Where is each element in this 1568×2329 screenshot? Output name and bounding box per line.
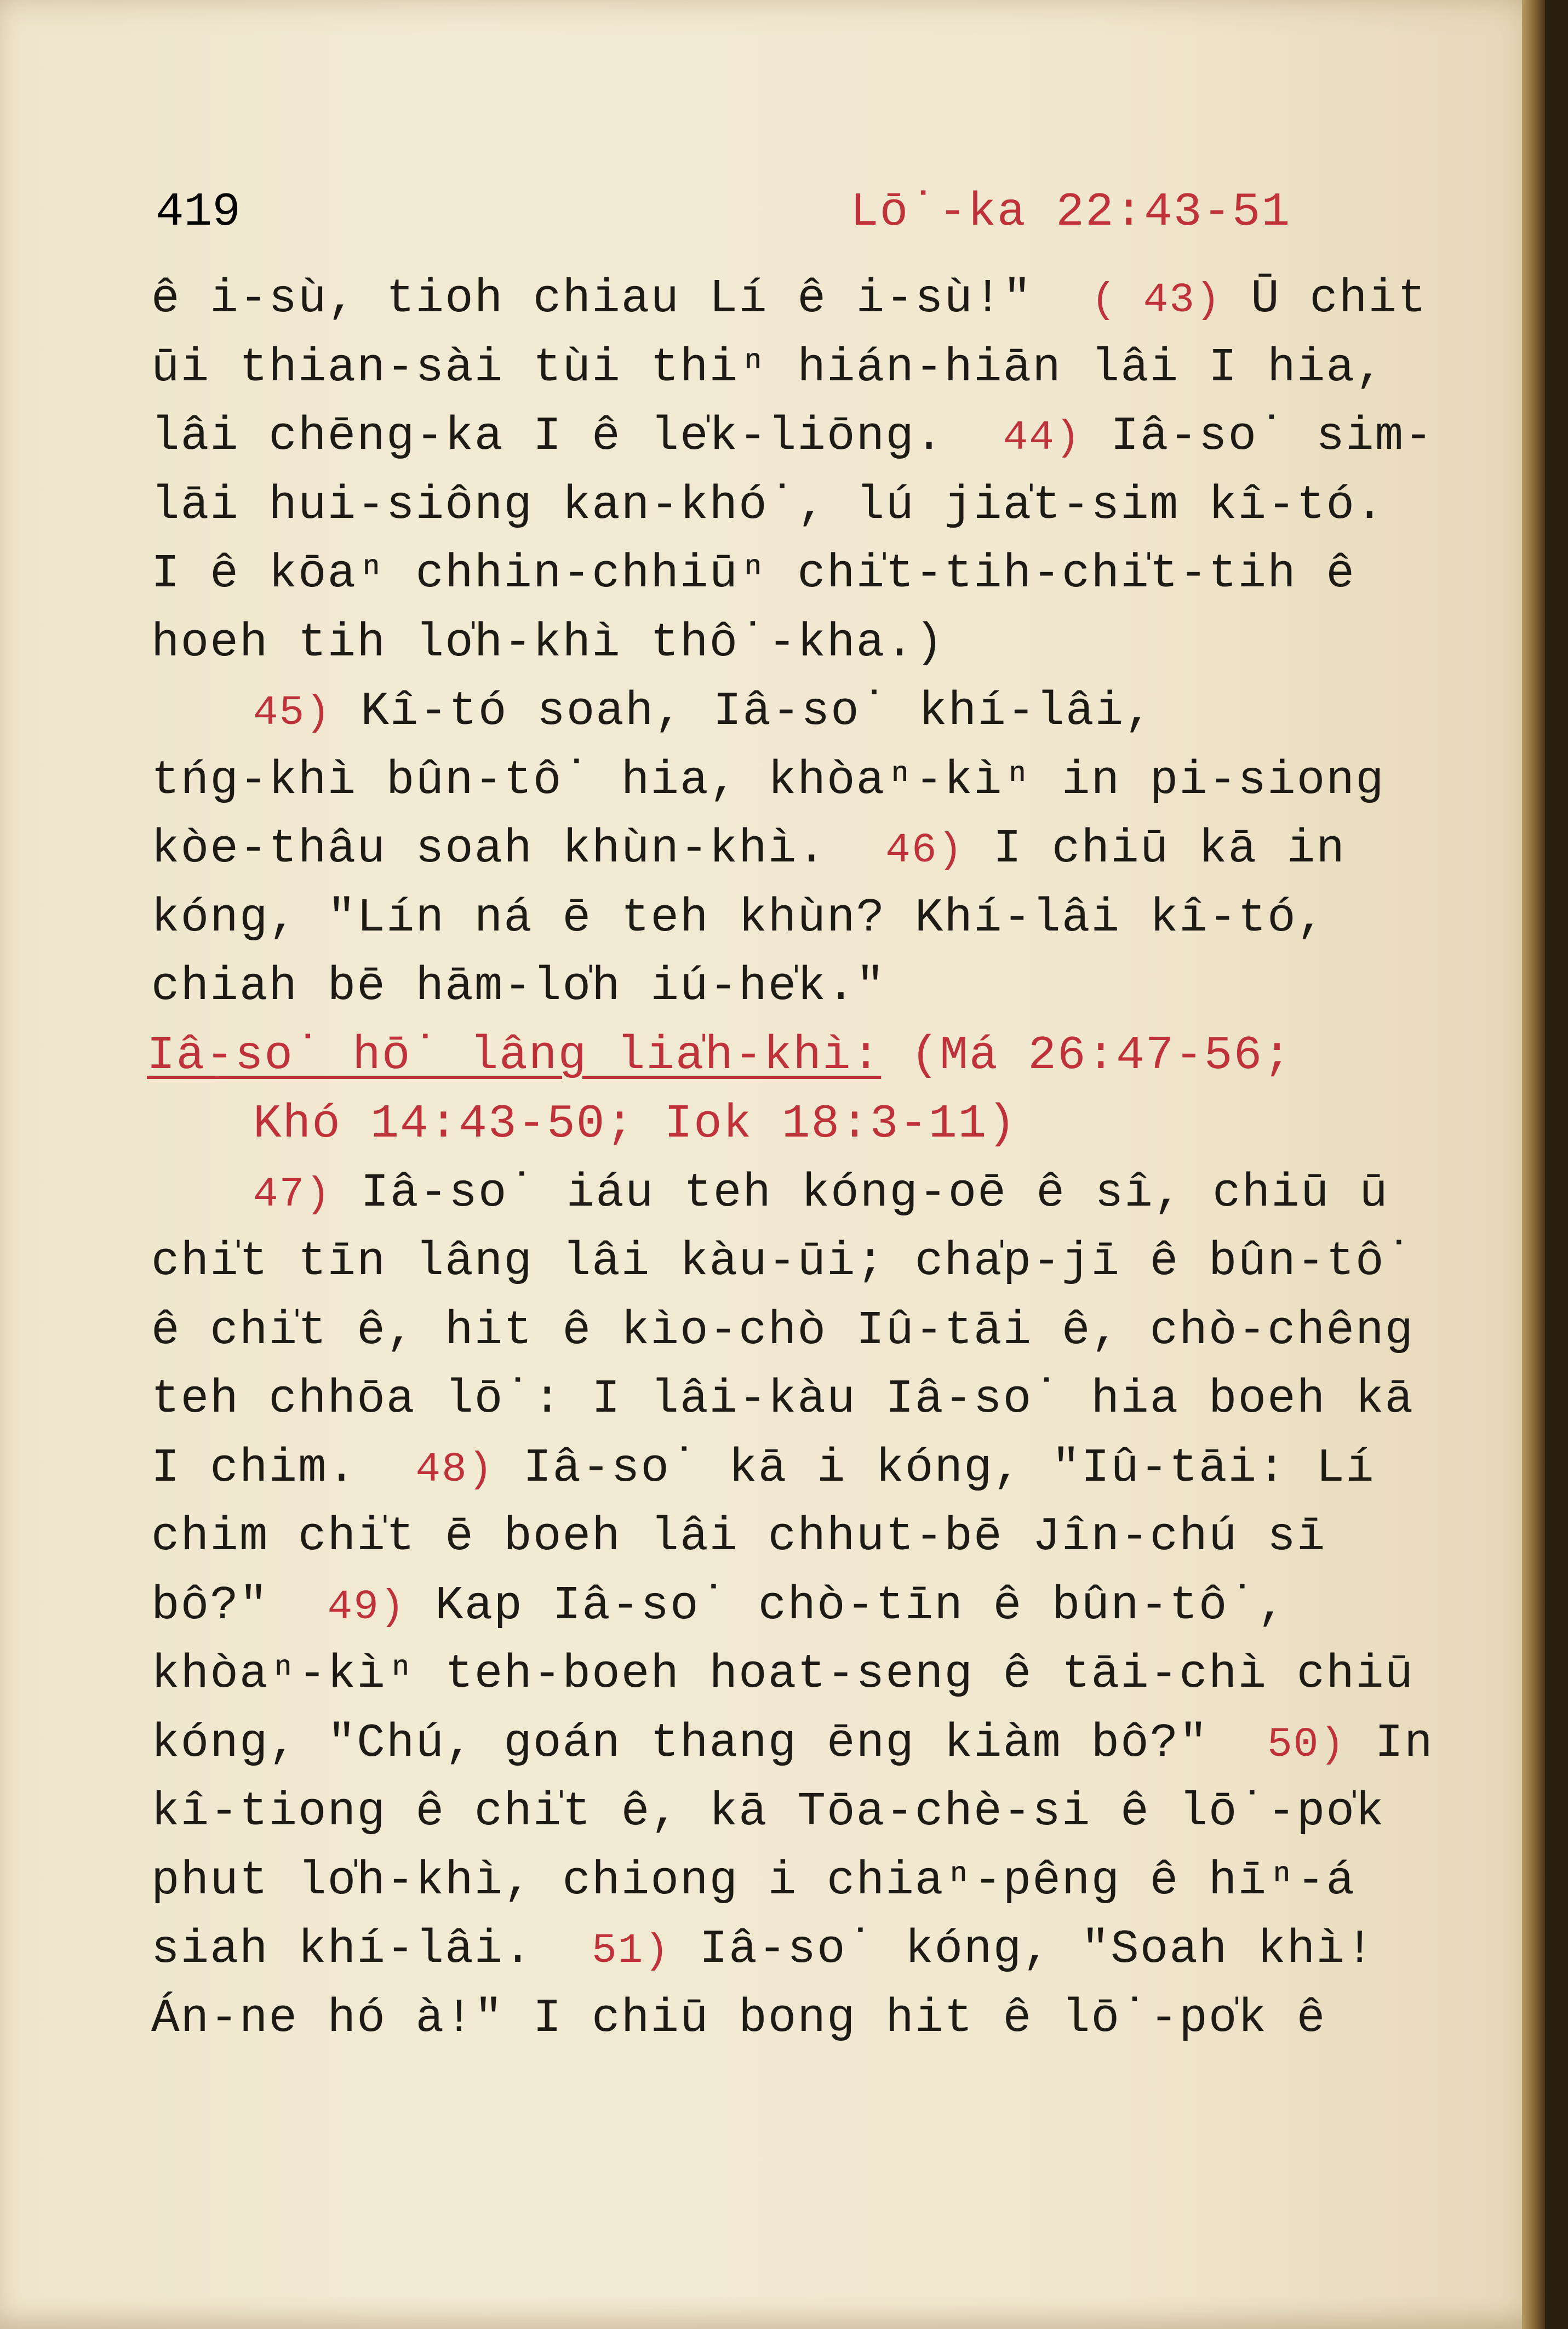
text-segment: Kî-tó soah, Iâ-so˙ khí-lâi, [331,684,1154,738]
verse-number: 47) [253,1171,331,1218]
text-segment: ūi thian-sài tùi thiⁿ hián-hiān lâi I hia, [151,340,1385,395]
text-segment: kóng, "Chú, goán thang ēng kiàm bô?" [151,1716,1268,1770]
text-segment: tńg-khì bûn-tô˙ hia, khòaⁿ-kìⁿ in pi-siong [151,753,1385,807]
text-line [151,1647,1415,1701]
text-segment: Iâ-so˙ sim- [1081,409,1434,463]
text-line [151,1303,1415,1357]
text-segment: chim chi̍t ē boeh lâi chhut-bē Jîn-chú sī [151,1510,1326,1563]
text-segment: kóng, "Lín ná ē teh khùn? Khí-lâi kî-tó, [151,891,1326,945]
section-heading: (Má 26:47-56; [881,1028,1292,1082]
text-line [151,1510,1326,1563]
text-segment: kòe-thâu soah khùn-khì. [151,822,886,876]
text-segment: chi̍t tīn lâng lâi kàu-ūi; cha̍p-jī ê bûn-tô˙ [151,1235,1415,1288]
text-line [253,684,1154,738]
text-line [151,1578,1287,1632]
text-segment: Iâ-so˙ iáu teh kóng-oē ê sî, chiū ū [331,1166,1389,1220]
verse-number: 44) [1003,414,1081,461]
text-segment: I chiū kā in [964,822,1346,876]
section-heading: Khó 14:43-50; Iok 18:3-11) [253,1097,1017,1151]
verse-number: 50) [1267,1721,1346,1768]
text-line [253,1097,1017,1151]
text-segment: lāi hui-siông kan-khó˙, lú jia̍t-sim kî-tó. [151,478,1385,532]
text-line [151,615,945,670]
text-line [151,1991,1326,2045]
text-segment: hoeh tih lo̍h-khì thô˙-kha.) [151,615,945,670]
text-line [151,272,1427,326]
running-title: Lō˙-ka 22:43-51 [850,185,1291,239]
text-line [151,1716,1434,1770]
text-segment: chiah bē hām-lo̍h iú-he̍k." [151,960,886,1013]
text-segment: teh chhōa lō˙: I lâi-kàu Iâ-so˙ hia boeh kā [151,1372,1415,1426]
text-segment: bô?" [151,1578,328,1632]
text-line [151,547,1355,601]
text-line [151,340,1385,395]
text-line [151,1372,1415,1426]
text-line [151,891,1326,945]
text-line [151,822,1346,876]
text-line [253,1166,1389,1220]
text-line [151,1922,1375,1976]
text-segment: Án-ne hó à!" I chiū bong hit ê lō˙-po̍k ê [151,1991,1326,2045]
text-line [151,1853,1355,1908]
text-segment: siah khí-lâi. [151,1922,592,1976]
text-segment: lâi chēng-ka I ê le̍k-liōng. [151,409,1003,463]
section-heading: Iâ-so˙ hō˙ lâng lia̍h-khì: [147,1028,882,1082]
text-segment: I ê kōaⁿ chhin-chhiūⁿ chi̍t-tih-chi̍t-tih ê [151,547,1355,601]
text-segment: Ū chit [1221,272,1427,326]
verse-number: 46) [885,827,964,874]
verse-number: 45) [253,689,331,737]
text-line [151,478,1385,532]
text-line [151,753,1385,807]
text-segment: phut lo̍h-khì, chiong i chiaⁿ-pêng ê hīⁿ-á [151,1853,1355,1908]
text-segment: ê i-sù, tioh chiau Lí ê i-sù!" [151,272,1091,326]
text-line [151,1235,1415,1288]
text-line [151,960,886,1013]
text-segment: kî-tiong ê chi̍t ê, kā Tōa-chè-si ê lō˙-po̍k [151,1785,1385,1839]
text-segment: ê chi̍t ê, hit ê kìo-chò Iû-tāi ê, chò-chêng [151,1303,1415,1357]
text-segment: Kap Iâ-so˙ chò-tīn ê bûn-tô˙, [405,1578,1287,1632]
text-line [151,1441,1375,1495]
text-segment: I chim. [151,1441,416,1495]
text-segment: In [1345,1716,1434,1770]
text-line [151,409,1434,463]
text-segment: Iâ-so˙ kā i kóng, "Iû-tāi: Lí [494,1441,1375,1495]
text-line [151,1785,1385,1839]
book-spine [1522,0,1545,2329]
verse-number: 51) [592,1927,670,1974]
verse-number: 49) [327,1583,406,1631]
verse-number: 48) [415,1446,494,1493]
text-line [147,1028,1292,1082]
text-segment: khòaⁿ-kìⁿ teh-boeh hoat-seng ê tāi-chì chiū [151,1647,1415,1701]
page-number: 419 [156,185,241,239]
verse-number: ( 43) [1091,277,1222,324]
text-segment: Iâ-so˙ kóng, "Soah khì! [669,1922,1375,1976]
